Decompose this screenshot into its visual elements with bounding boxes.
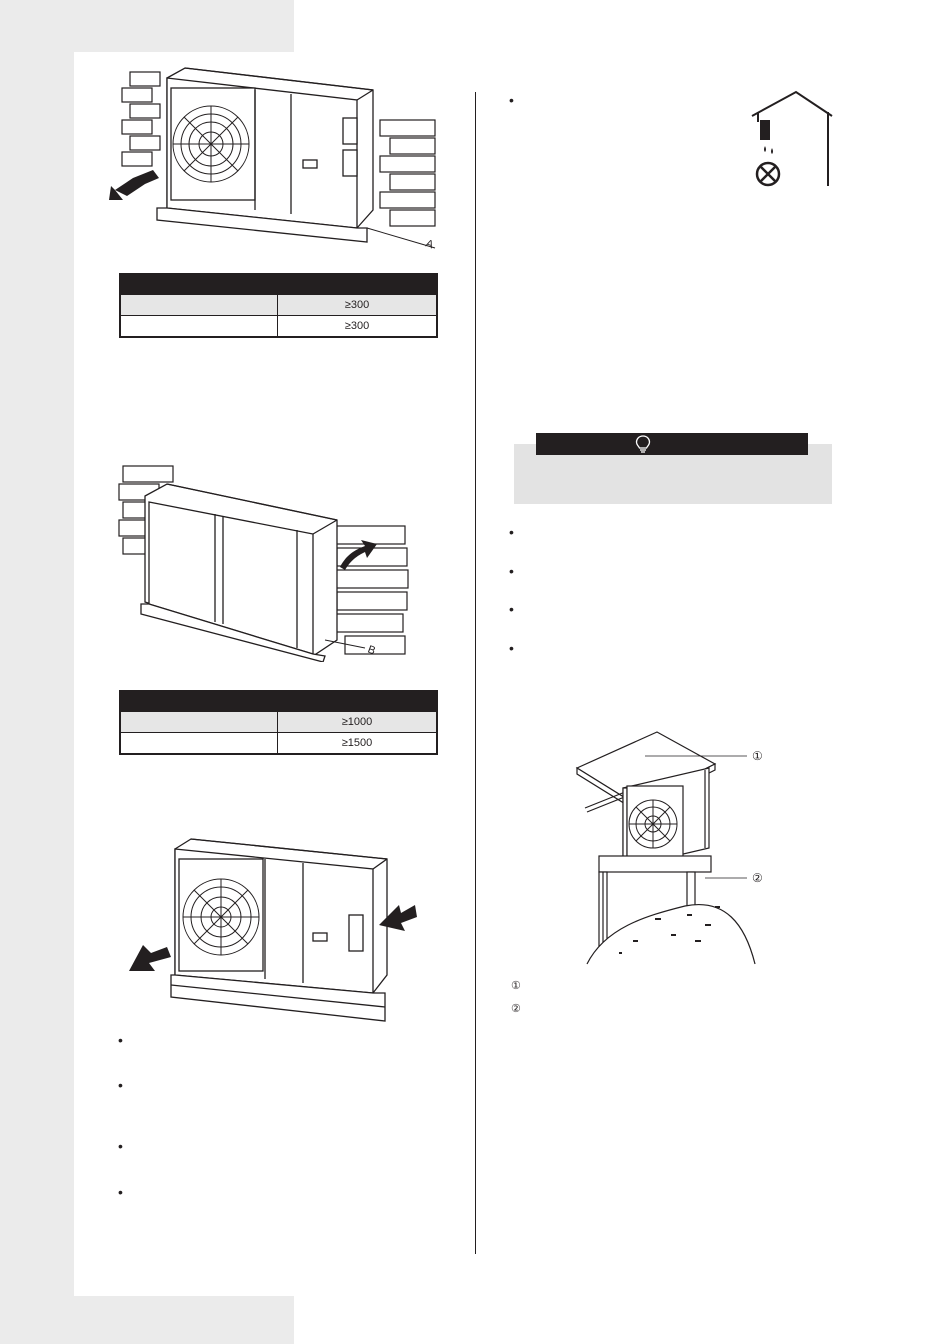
dimension-a-label: A [423, 237, 435, 252]
table-cell: ≥1500 [278, 733, 438, 755]
side-band-bottom [0, 1296, 294, 1344]
clearance-table-a [119, 273, 438, 338]
figure-unit-clearance-a [105, 60, 450, 255]
bullet-marker: • [509, 92, 514, 108]
figure-unit-clearance-b [115, 462, 415, 662]
airflow-arrow-icon [129, 945, 171, 971]
table-cell [120, 733, 278, 755]
table-cell [120, 295, 278, 316]
column-divider [475, 92, 476, 1254]
bullet-marker: • [118, 1184, 123, 1200]
table-cell: ≥1000 [278, 712, 438, 733]
table-header-cell [278, 691, 438, 712]
callout-2-label: ② [752, 871, 763, 885]
table-cell [120, 712, 278, 733]
dimension-b-label: B [365, 643, 377, 658]
house-drip-prohibited-icon [748, 90, 834, 190]
table-header-cell [120, 691, 278, 712]
table-cell: ≥300 [278, 295, 438, 316]
table-cell: ≥300 [278, 316, 438, 338]
legend-item-2-marker: ② [511, 1003, 521, 1015]
table-header-cell [120, 274, 278, 295]
figure-unit-airflow [125, 835, 425, 1030]
bullet-marker: • [509, 601, 514, 617]
figure-unit-shelter [575, 728, 775, 968]
bullet-marker: • [509, 640, 514, 656]
bullet-marker: • [118, 1077, 123, 1093]
side-band-left [0, 0, 74, 1344]
bullet-marker: • [509, 563, 514, 579]
bullet-marker: • [118, 1032, 123, 1048]
callout-1-label: ① [752, 749, 763, 763]
table-header-cell [278, 274, 438, 295]
bullet-marker: • [509, 524, 514, 540]
clearance-table-b [119, 690, 438, 755]
airflow-arrow-icon [109, 170, 159, 200]
bullet-marker: • [118, 1138, 123, 1154]
table-cell [120, 316, 278, 338]
lightbulb-icon [634, 434, 652, 459]
tip-header-bar [536, 433, 808, 455]
legend-item-1-marker: ① [511, 980, 521, 992]
